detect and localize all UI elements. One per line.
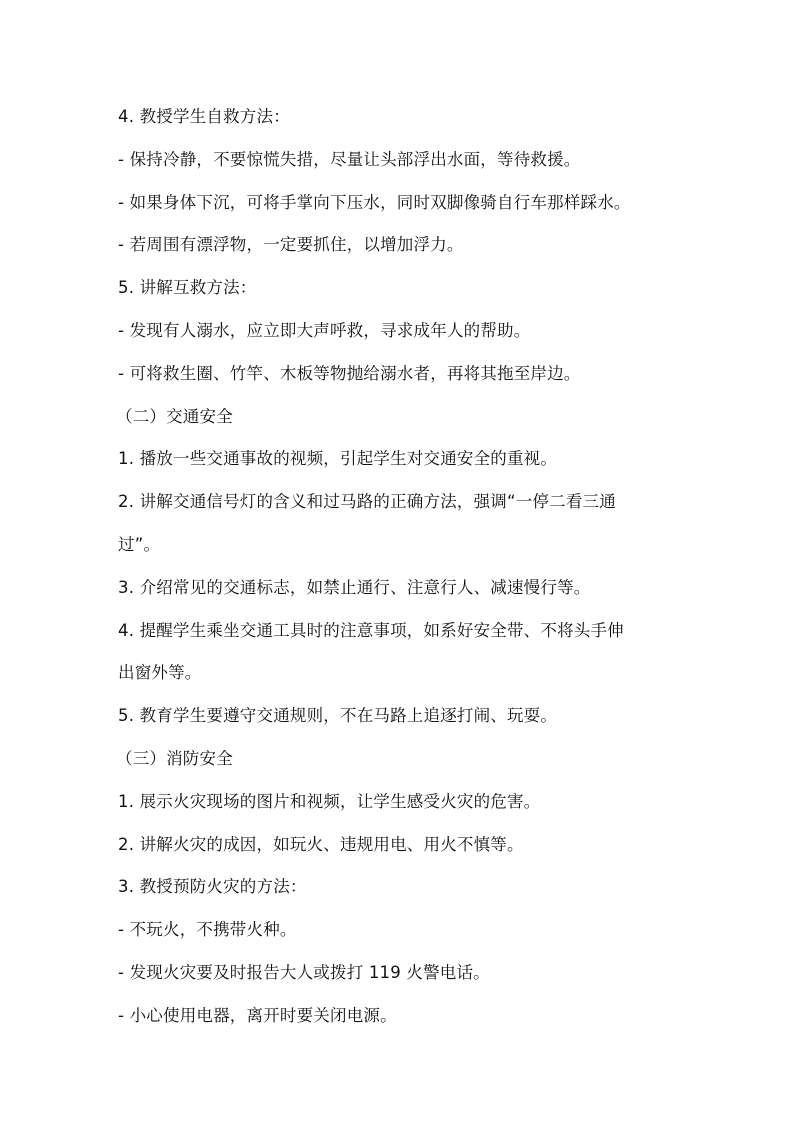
bullet-grab-floating-object: - 若周围有漂浮物，一定要抓住，以增加浮力。 [118, 235, 464, 255]
bullet-throw-rescue-items: - 可将救生圈、竹竿、木板等物抛给溺水者，再将其拖至岸边。 [118, 363, 581, 383]
bullet-tread-water: - 如果身体下沉，可将手掌向下压水，同时双脚像骑自行车那样踩水。 [118, 192, 631, 212]
list-item-teach-self-rescue: 4. 教授学生自救方法： [118, 107, 290, 126]
bullet-no-playing-with-fire: - 不玩火，不携带火种。 [118, 920, 297, 940]
list-item-traffic-signs: 3. 介绍常见的交通标志，如禁止通行、注意行人、减速慢行等。 [118, 577, 591, 597]
list-item-fire-causes: 2. 讲解火灾的成因，如玩火、违规用电、用火不慎等。 [118, 834, 524, 854]
bullet-use-appliances-carefully: - 小心使用电器，离开时要关闭电源。 [118, 1005, 397, 1025]
section-heading-fire-safety: （三）消防安全 [116, 748, 233, 768]
bullet-report-fire-119: - 发现火灾要及时报告大人或拨打 119 火警电话。 [118, 962, 490, 982]
list-item-vehicle-precautions-continued: 出窗外等。 [118, 663, 202, 683]
list-item-traffic-signals-continued: 过”。 [118, 534, 161, 554]
list-item-fire-prevention: 3. 教授预防火灾的方法： [118, 877, 307, 897]
list-item-mutual-rescue: 5. 讲解互救方法： [118, 278, 257, 298]
bullet-stay-calm: - 保持冷静，不要惊慌失措，尽量让头部浮出水面，等待救援。 [118, 149, 581, 169]
list-item-traffic-signals: 2. 讲解交通信号灯的含义和过马路的正确方法，强调“一停二看三通 [118, 492, 616, 512]
bullet-call-for-help: - 发现有人溺水，应立即大声呼救，寻求成年人的帮助。 [118, 320, 531, 340]
list-item-fire-images: 1. 展示火灾现场的图片和视频，让学生感受火灾的危害。 [118, 791, 541, 811]
document-body [118, 104, 678, 1046]
list-item-vehicle-precautions: 4. 提醒学生乘坐交通工具时的注意事项，如系好安全带、不将头手伸 [118, 620, 624, 640]
list-item-obey-traffic-rules: 5. 教育学生要遵守交通规则，不在马路上追逐打闹、玩耍。 [118, 706, 558, 726]
section-heading-traffic-safety: （二）交通安全 [116, 406, 233, 426]
list-item-traffic-videos: 1. 播放一些交通事故的视频，引起学生对交通安全的重视。 [118, 449, 558, 469]
